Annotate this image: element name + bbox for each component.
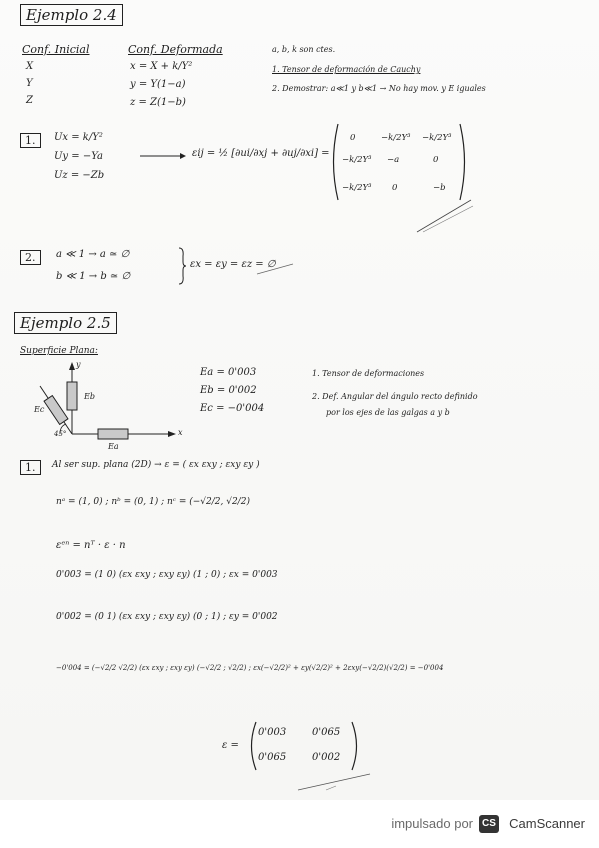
camscanner-brand: CamScanner — [509, 816, 585, 831]
final-tensor-label: ε = — [222, 740, 239, 751]
initial-var-y: Y — [26, 78, 33, 89]
fig-gauge-a: Ea — [108, 442, 119, 451]
matrix-cell-21: −k/2Y³ — [342, 155, 372, 165]
implies-arrow — [140, 151, 186, 161]
plane-tensor-line: Al ser sup. plana (2D) → ε = ( εx εxy ; εxy εy ) — [52, 460, 260, 470]
deformed-config-heading: Conf. Deformada — [128, 43, 223, 56]
strain-tensor-formula: εij = ½ [∂ui/∂xj + ∂uj/∂xi] = — [192, 148, 330, 159]
final-matrix-right-paren — [350, 720, 362, 772]
displacement-uy: Uy = −Ya — [54, 151, 103, 162]
condition-brace — [178, 246, 186, 286]
final-matrix-left-paren — [246, 720, 258, 772]
normal-strain-formula: εᵉⁿ = nᵀ · ε · n — [56, 540, 126, 551]
result-underline-scribble — [255, 262, 295, 276]
equation-gauge-b: 0'002 = (0 1) (εx εxy ; εxy εy) (0 ; 1) ; εy = 0'002 — [56, 612, 278, 622]
example-2-4-title: Ejemplo 2.4 — [20, 4, 123, 26]
matrix-cell-22: −a — [387, 155, 400, 165]
ex25-task-2-line-2: por los ejes de las galgas a y b — [326, 408, 450, 417]
fig-gauge-c: Ec — [34, 405, 45, 414]
gauge-a-reading: Ea = 0'003 — [200, 367, 257, 378]
displacement-ux: Ux = k/Y² — [54, 132, 103, 143]
fig-gauge-b: Eb — [84, 392, 95, 401]
step-1-label: 1. — [20, 133, 41, 148]
matrix-cell-11: 0 — [350, 133, 356, 143]
gauge-c-reading: Ec = −0'004 — [200, 403, 265, 414]
ex25-task-1: 1. Tensor de deformaciones — [312, 369, 425, 378]
matrix-left-paren — [328, 122, 340, 202]
strike-scribble — [415, 196, 475, 236]
final-scribble — [296, 770, 376, 794]
condition-b: b ≪ 1 → b ≃ ∅ — [56, 271, 131, 282]
matrix-cell-31: −k/2Y³ — [342, 183, 372, 193]
condition-result: εx = εy = εz = ∅ — [190, 259, 276, 270]
final-cell-12: 0'065 — [312, 727, 341, 738]
task-1-text: 1. Tensor de deformación de Cauchy — [272, 65, 421, 74]
matrix-cell-12: −k/2Y³ — [381, 133, 411, 143]
deformed-eq-z: z = Z(1−b) — [130, 97, 186, 108]
final-cell-21: 0'065 — [258, 752, 287, 763]
initial-var-x: X — [26, 61, 34, 72]
ex25-step-1-label: 1. — [20, 460, 41, 475]
deformed-eq-y: y = Y(1−a) — [130, 79, 186, 90]
deformed-eq-x: x = X + k/Y² — [130, 61, 193, 72]
flat-surface-heading: Superficie Plana: — [20, 346, 98, 356]
matrix-cell-13: −k/2Y³ — [422, 133, 452, 143]
final-cell-11: 0'003 — [258, 727, 287, 738]
displacement-uz: Uz = −Zb — [54, 170, 105, 181]
task-2-text: 2. Demostrar: a≪1 y b≪1 → No hay mov. y E iguales — [272, 84, 486, 93]
normal-vectors: nᵃ = (1, 0) ; nᵇ = (0, 1) ; nᶜ = (−√2/2, √2/2) — [56, 497, 250, 507]
initial-var-z: Z — [26, 95, 33, 106]
fig-axis-y: y — [76, 360, 81, 369]
condition-a: a ≪ 1 → a ≃ ∅ — [56, 249, 130, 260]
step-2-label: 2. — [20, 250, 41, 265]
final-cell-22: 0'002 — [312, 752, 341, 763]
ex25-task-2-line-1: 2. Def. Angular del ángulo recto definido — [312, 392, 478, 401]
matrix-cell-33: −b — [433, 183, 446, 193]
matrix-cell-32: 0 — [392, 183, 398, 193]
camscanner-logo-icon: CS — [479, 815, 499, 833]
camscanner-footer — [0, 800, 599, 848]
strain-gauge-figure — [30, 358, 180, 448]
example-2-5-title: Ejemplo 2.5 — [14, 312, 117, 334]
fig-angle: 45° — [54, 430, 67, 438]
initial-config-heading: Conf. Inicial — [22, 43, 90, 56]
powered-by-text: impulsado por — [391, 816, 473, 831]
matrix-right-paren — [458, 122, 470, 202]
gauge-b-reading: Eb = 0'002 — [200, 385, 257, 396]
given-constants: a, b, k son ctes. — [272, 45, 336, 54]
fig-axis-x: x — [178, 428, 183, 437]
equation-gauge-c: −0'004 = (−√2/2 √2/2) (εx εxy ; εxy εy) (−√2/2 ; √2/2) ; εx(−√2/2)² + εy(√2/2)² + 2εxy(−√2/2)(√2/2) = −0'004 — [56, 664, 444, 672]
equation-gauge-a: 0'003 = (1 0) (εx εxy ; εxy εy) (1 ; 0) ; εx = 0'003 — [56, 570, 278, 580]
matrix-cell-23: 0 — [433, 155, 439, 165]
